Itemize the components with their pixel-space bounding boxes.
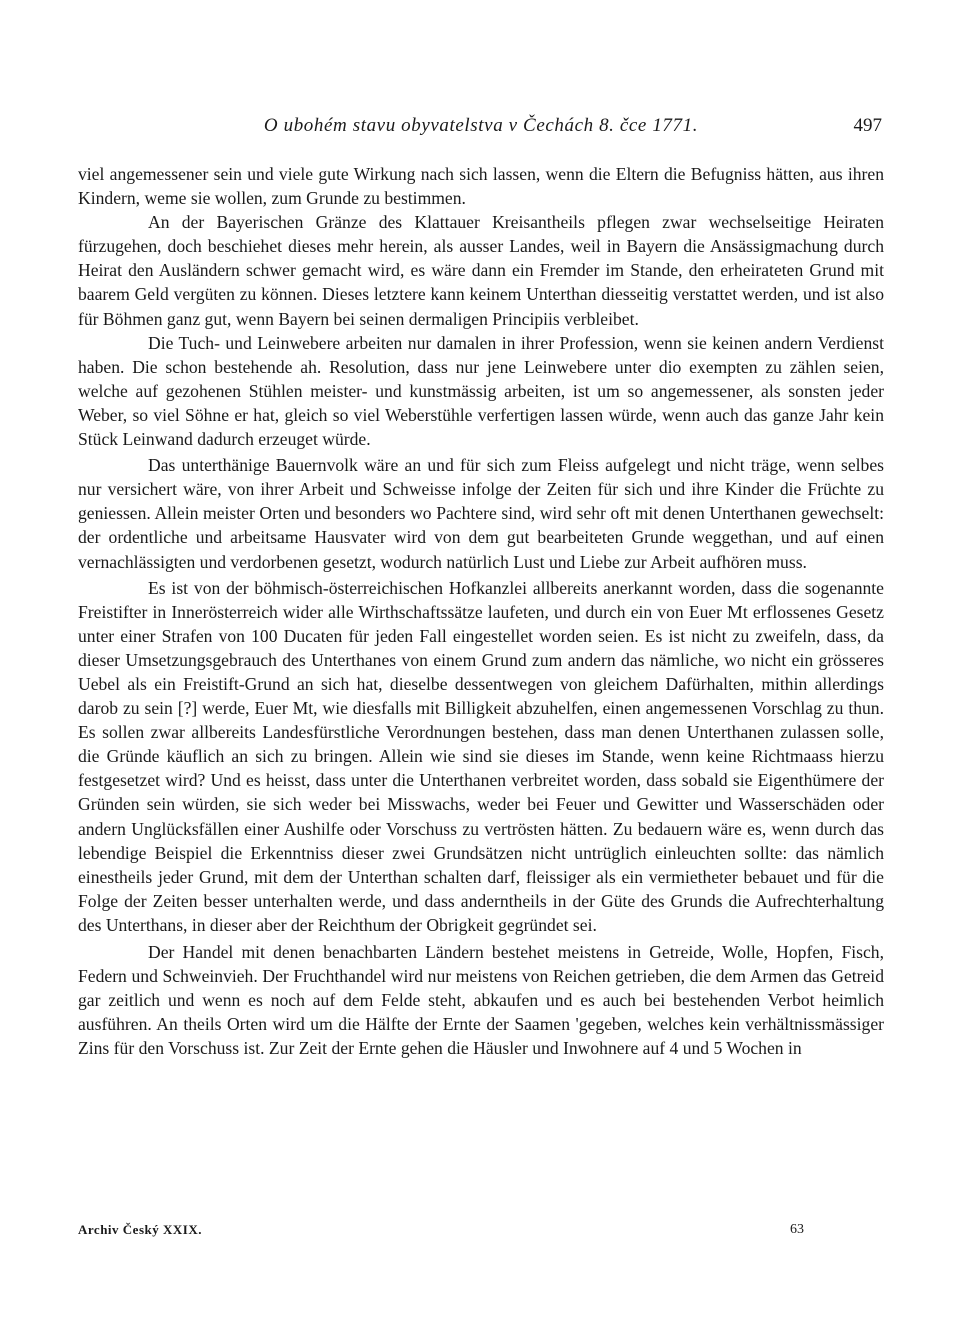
paragraph-6: Der Handel mit denen benachbarten Ländern bestehet meistens in Getreide, Wolle, Hopfen, Fisch, Federn und Schweinvieh. Der Fruchthandel wird nur meistens von Reichen getrieben, die dem Armen das Getreid gar zeitlich und wenn es noch auf dem Felde steht, abkaufen und es auch bei bestehenden Verbot heimlich ausführen. An theils Orten wird um die Hälfte der Ernte der Saamen 'gegeben, welches kein verhältnissmässiger Zins für den Vorschuss ist. Zur Zeit der Ernte gehen die Häusler und Inwohnere auf 4 und 5 Wochen in: [78, 942, 884, 1059]
paragraph-3: Die Tuch- und Leinwebere arbeiten nur damalen in ihrer Profession, wenn sie keinen andern Verdienst haben. Die schon bestehende ah. Resolution, dass nur jene Leinwebere unter dio exempten zu zählen seien, welche auf gezohenen Stühlen meister- und kunstmässig arbeiten, ist um so angemessener, als sonsten jeder Weber, so viel Söhne er hat, gleich so viel Weberstühle verfertigen lassen würde, wenn auch das ganze Jahr kein Stück Leinwand dadurch erzeuget würde.: [78, 332, 884, 450]
volume-signature: Archiv Český XXIX.: [78, 1222, 202, 1237]
page-footer: [78, 1222, 884, 1242]
sheet-number: 63: [790, 1222, 804, 1237]
running-title: O ubohém stavu obyvatelstva v Čechách 8. čce 1771.: [263, 115, 699, 136]
page-header: [78, 111, 884, 139]
page-number: 497: [853, 115, 882, 136]
document-body: [78, 162, 884, 1060]
document-page: [78, 0, 884, 1323]
paragraph-2: An der Bayerischen Gränze des Klattauer Kreisantheils pflegen zwar wechselseitige Heiraten fürzugehen, doch beschiehet dieses mehr herein, als ausser Landes, weil in Bayern die Ansässigmachung durch Heirat den Ausländern schwer gemacht wird, es wäre dann ein Fremder im Stande, den erheirateten Grund mit baarem Geld vergüten zu können. Dieses letztere kann keinem Unterthan diesseitig verstattet werden, und ist also für Böhmen ganz gut, wenn Bayern bei seinen dermaligen Principiis verbleibet.: [78, 212, 884, 329]
paragraph-1: viel angemessener sein und viele gute Wirkung nach sich lassen, wenn die Eltern die Befugniss hätten, aus ihren Kindern, weme sie wollen, zum Grunde zu bestimmen.: [78, 164, 884, 209]
paragraph-5: Es ist von der böhmisch-österreichischen Hofkanzlei allbereits anerkannt worden, dass die sogenannte Freistifter in Innerösterreich wider alle Wirthschaftssätze laufeten, und durch ein von Euer Mt erflossenes Gesetz unter einer Strafen von 100 Ducaten für jeden Fall eingestellet worden seien. Es ist nicht zu zweifeln, dass, da dieser Umsetzungsgebrauch des Unterthanes von einem Grund zum andern das nämliche, wo nicht ein grösseres Uebel als ein Freistift-Grund an sich hat, dieselbe dessentwegen von gleichem Dafürhalten, mithin allerdings darob zu sein [?] werde, Euer Mt, wie diesfalls mit Billigkeit abzuhelfen, einen angemessenen Vorschlag zu thun. Es sollen zwar allbereits Landesfürstliche Verordnungen bestehen, dass man denen Unterthanen zulassen solle, die Gründe käuflich an sich zu bringen. Allein wie sind sie dieses im Stande, wenn keine Richtmaass hierzu festgesetzet wird? Und es heisst, dass unter die Unterthanen verbreitet worden, dass sobald sie Eigenthümere der Gründen sein würden, sie sich weder bei Misswachs, weder bei Feuer und Gewitter und Wasserschäden oder andern Unglücksfällen einer Aushilfe oder Vorschuss zu vertrösten hätten. Zu bedauern wäre es, wenn durch das lebendige Beispiel die Erkenntniss dieser zwei Grundsätzen nicht untrüglich einleuchten sollte: das nämlich einestheils jeder Grund, mit dem der Unterthan schalten darf, fleissiger als ein vermietheter bebauet und für die Folge der Zeiten besser unterhalten werde, und dass anderntheils in der Güte des Grunds die Aufrechterhaltung des Unterthans, in dieser aber der Reichthum der Obrigkeit gegründet sei.: [78, 577, 884, 935]
paragraph-4: Das unterthänige Bauernvolk wäre an und für sich zum Fleiss aufgelegt und nicht träge, wenn selbes nur versichert wäre, von ihrer Arbeit und Schweisse infolge der Zeiten für sich und ihre Kinder die Früchte zu geniessen. Allein meister Orten und besonders wo Pachtere sind, wird sehr oft mit denen Unterthanen gewechselt: der ordentliche und arbeitsame Hausvater wird von dem gut bearbeiteten Grunde weggethan, und auf einen vernachlässigten und verdorbenen gesetzt, wodurch natürlich Lust und Liebe zur Arbeit aufhören muss.: [78, 455, 884, 572]
